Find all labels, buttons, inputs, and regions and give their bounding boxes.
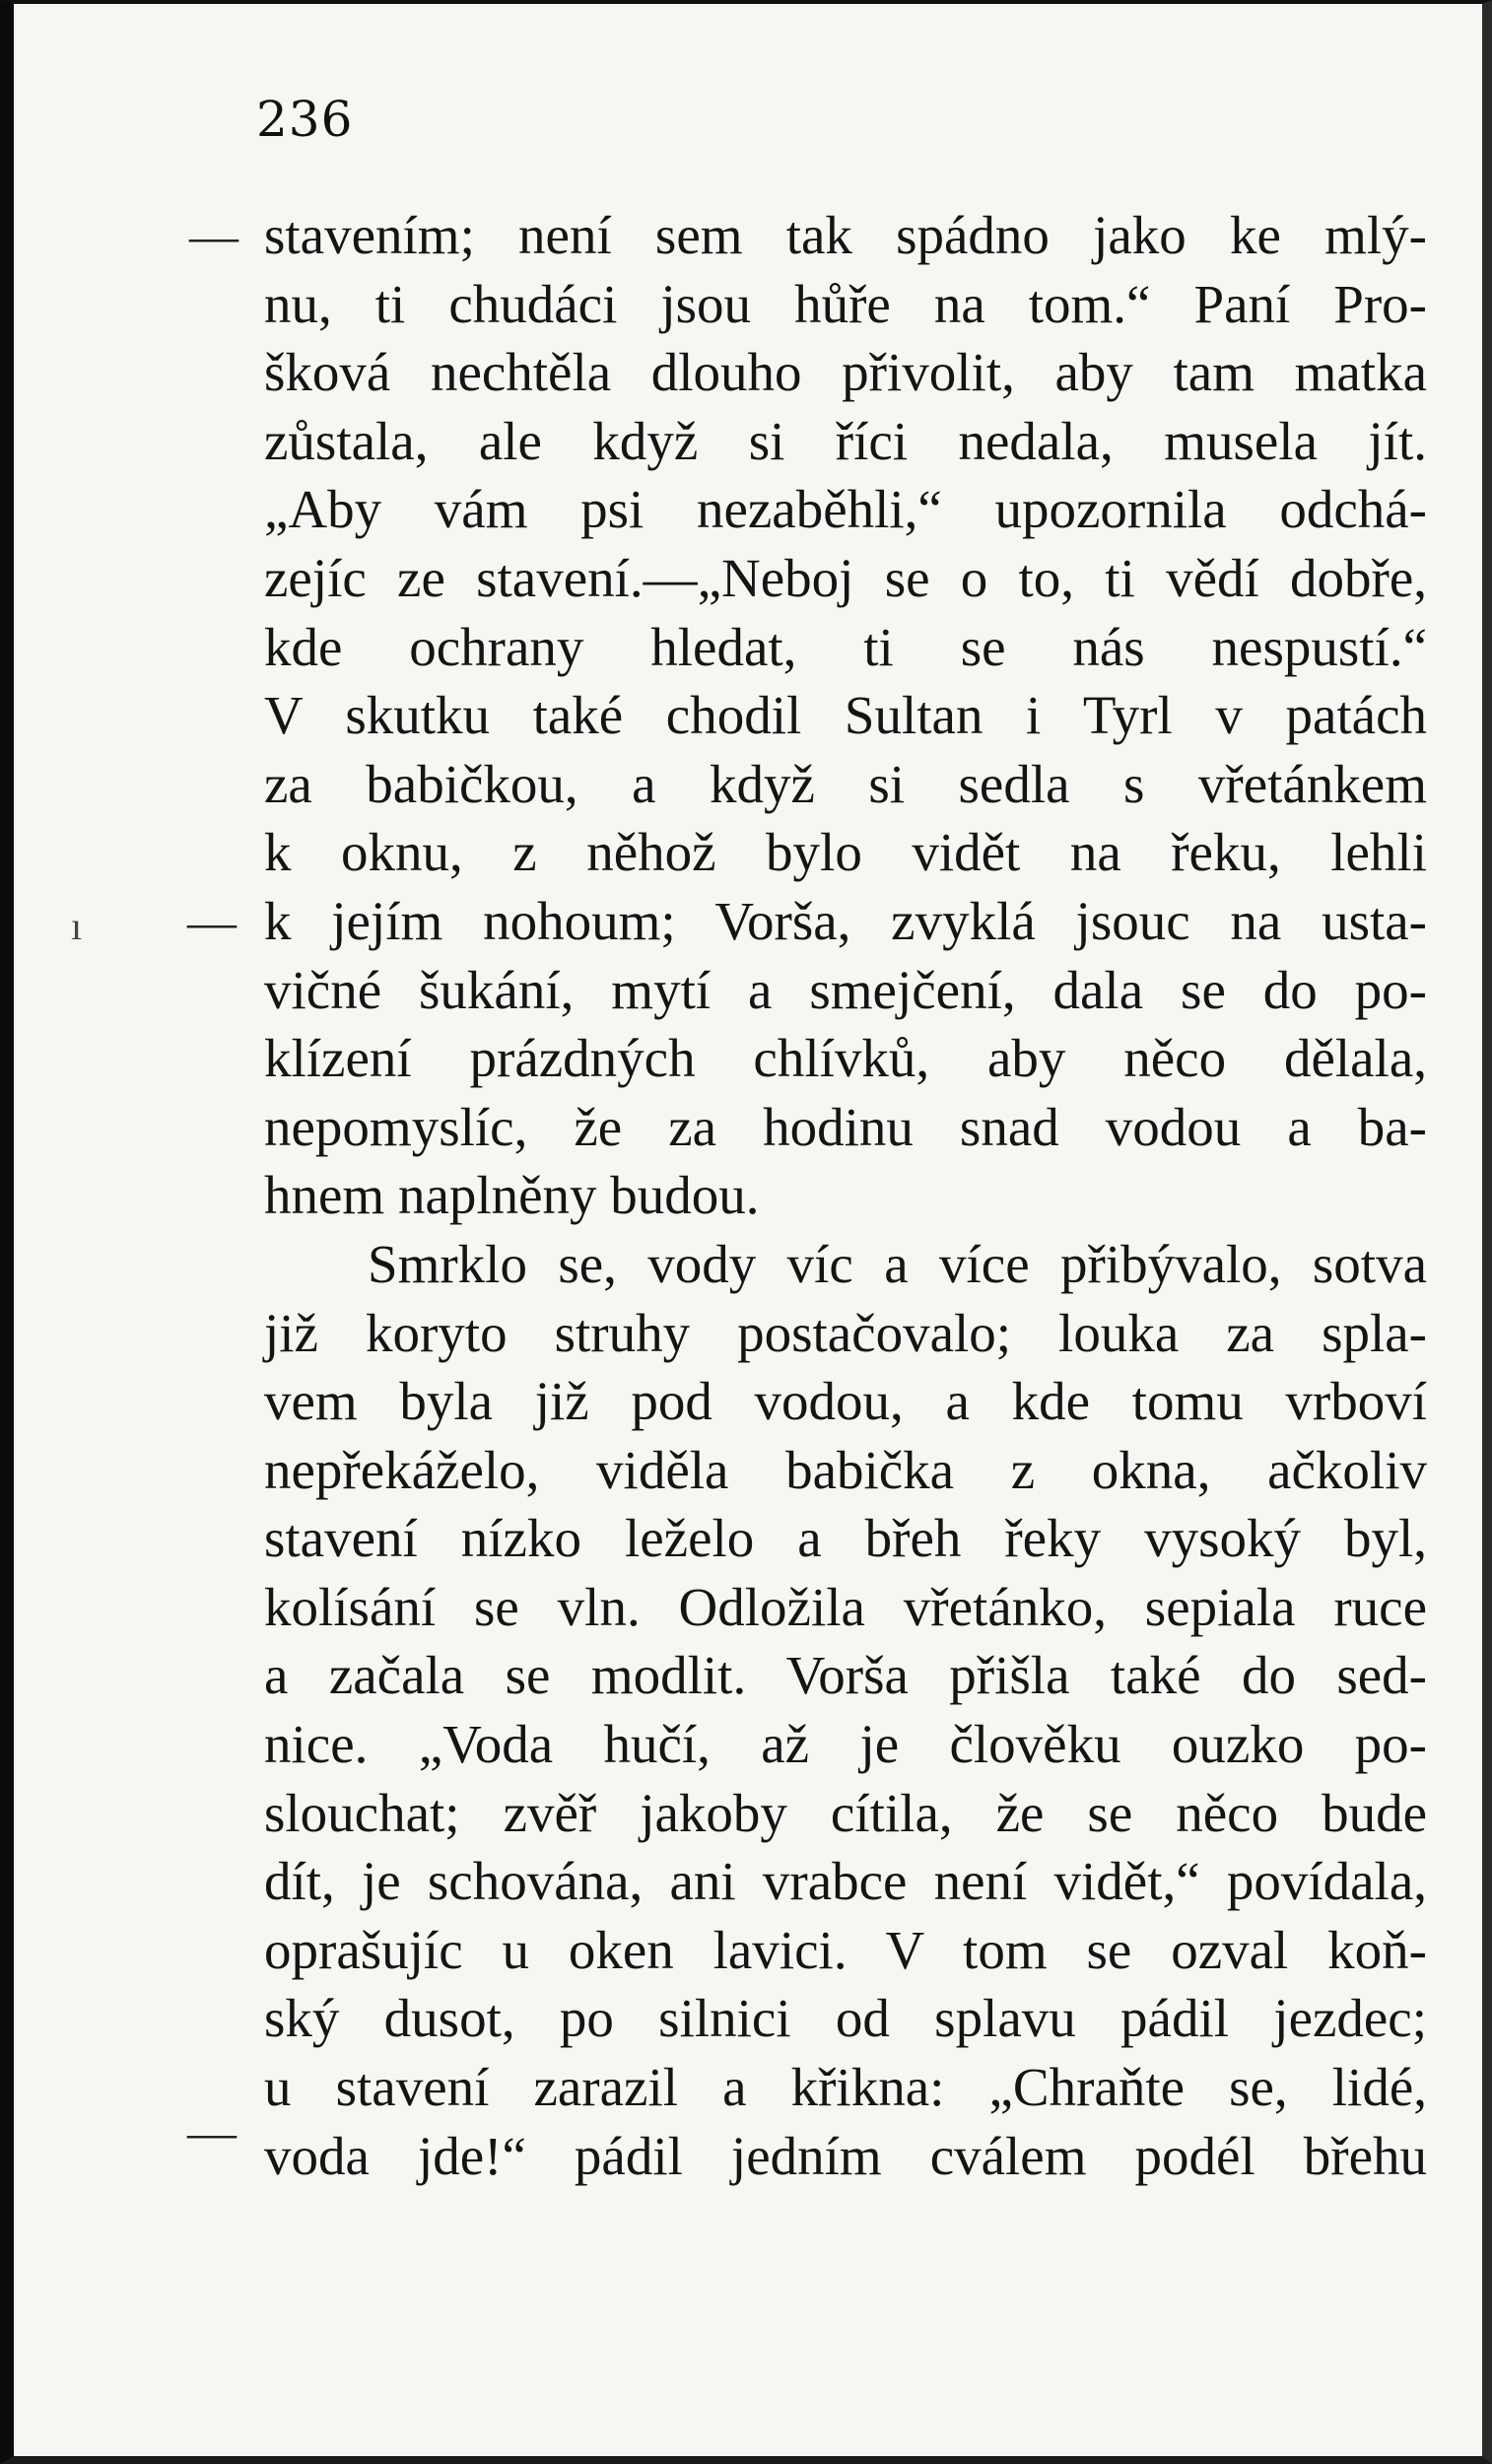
text-line: ský dusot, po silnici od splavu pádil jezdec; <box>264 1988 1427 2049</box>
text-line-paragraph-start: Smrklo se, vody víc a více přibývalo, sotva <box>368 1233 1427 1294</box>
margin-dash-mark: — <box>187 894 237 949</box>
margin-tick-mark: ı <box>71 904 83 948</box>
text-line: dít, je schována, ani vrabce není vidět,“ povídala, <box>264 1851 1427 1912</box>
text-line: nepomyslíc, že za hodinu snad vodou a ba- <box>264 1096 1427 1157</box>
text-line: u stavení zarazil a křikna: „Chraňte se, lidé, <box>264 2057 1427 2118</box>
margin-dash-mark: — <box>189 208 238 263</box>
text-line: za babičkou, a když si sedla s vřetánkem <box>264 753 1427 814</box>
text-line: nu, ti chudáci jsou hůře na tom.“ Paní Pro- <box>264 273 1427 334</box>
text-line: a začala se modlit. Vorša přišla také do sed- <box>264 1645 1427 1706</box>
text-line: voda jde!“ pádil jedním cválem podél břehu <box>264 2125 1427 2186</box>
text-line: vičné šukání, mytí a smejčení, dala se do po- <box>264 959 1427 1020</box>
text-line: klízení prázdných chlívků, aby něco dělala, <box>264 1028 1427 1089</box>
margin-dash-mark: — <box>187 2104 237 2159</box>
text-line: zůstala, ale když si říci nedala, musela jít. <box>264 410 1427 471</box>
text-line: kde ochrany hledat, ti se nás nespustí.“ <box>264 616 1427 677</box>
text-line: k oknu, z něhož bylo vidět na řeku, lehli <box>264 822 1427 883</box>
text-line: již koryto struhy postačovalo; louka za spla- <box>264 1302 1427 1363</box>
body-text <box>264 201 1427 2190</box>
text-line: nepřekáželo, viděla babička z okna, ačkoliv <box>264 1439 1427 1500</box>
text-line: hnem naplněny budou. <box>264 1165 760 1226</box>
text-line: nice. „Voda hučí, až je člověku ouzko po- <box>264 1714 1427 1775</box>
text-line: zejíc ze stavení.—„Neboj se o to, ti vědí dobře, <box>264 547 1427 608</box>
text-line: stavení nízko leželo a břeh řeky vysoký byl, <box>264 1508 1427 1569</box>
text-line: šková nechtěla dlouho přivolit, aby tam matka <box>264 342 1427 403</box>
text-line: vem byla již pod vodou, a kde tomu vrboví <box>264 1371 1427 1432</box>
text-line: kolísání se vln. Odložila vřetánko, sepiala ruce <box>264 1576 1427 1637</box>
text-line: „Aby vám psi nezaběhli,“ upozornila odchá- <box>264 479 1427 540</box>
text-line: V skutku také chodil Sultan i Tyrl v patách <box>264 685 1427 746</box>
text-line: oprašujíc u oken lavici. V tom se ozval koň- <box>264 1919 1427 1980</box>
text-line: slouchat; zvěř jakoby cítila, že se něco bude <box>264 1782 1427 1843</box>
page-number: 236 <box>256 91 354 148</box>
text-line: k jejím nohoum; Vorša, zvyklá jsouc na usta- <box>264 890 1427 951</box>
text-line: stavením; není sem tak spádno jako ke mlý- <box>264 205 1427 265</box>
